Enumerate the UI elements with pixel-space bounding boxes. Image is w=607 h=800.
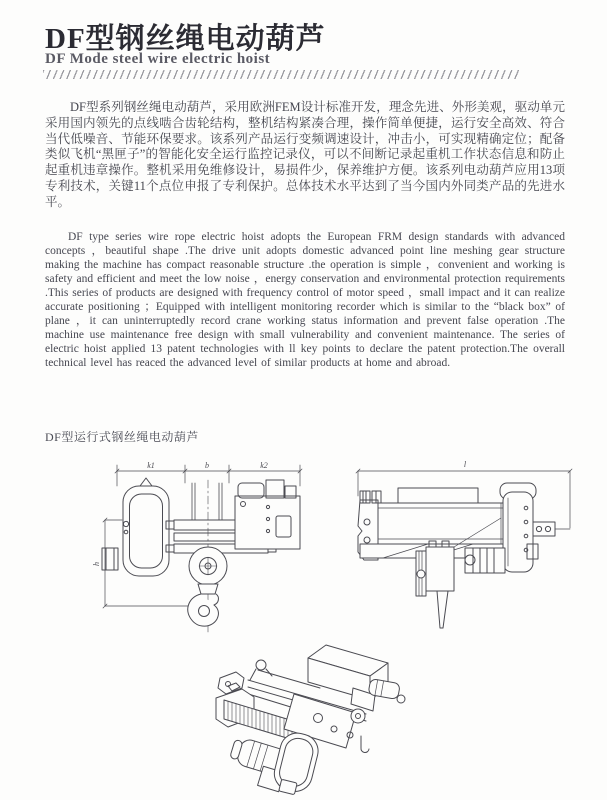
intro-paragraph-cn: DF型系列钢丝绳电动葫芦，采用欧洲FEM设计标准开发，理念先进、外形美观，驱动单元采用国内领先的点线啮合齿轮结构，整机结构紧凑合理，操作简单便捷，运行安全高效、符合当代低噪音、节能环保要求。该系列产品运行变频调速设计，冲击小，可实现精确定位；配备类似飞机“黑匣子”的智能化安全运行监控记录仪，可以不间断记录起重机工作状态信息和防止起重机违章操作。整机采用免维修设计，易损件少，保养维护方便。该系列电动葫芦应用13项专利技术，关键11个点位申报了专利保护。总体技术水平达到了当今国内外同类产品的先进水平。 — [45, 100, 565, 209]
side-view-drawing — [353, 456, 581, 638]
page-subtitle: DF Mode steel wire electric hoist — [45, 51, 271, 67]
front-view-control-box — [235, 480, 300, 549]
side-view-hook-assembly — [416, 541, 454, 628]
dim-k1-label: k1 — [147, 461, 155, 470]
intro-paragraph-en: DF type series wire rope electric hoist adopts the European FRM design standards with advanced concepts ，beautiful shape .The drive unit adopts domestic advanced point line meshing gear structure making the machine has compact reasonable structure .the operation is simple ，convenient and working is safety and efficient and meet the low noise ，energy conservation and environmental protection requirements .This series of products are designed with frequency control of motor speed ，small impact and it can realize accurate positioning ；Equipped with intelligent monitoring recorder which is similar to the “black box” of plane ，it can uninterruptedly record crane working status information and prevent false operation .The machine use maintenance free design with small vulnerability and convenient maintenance. The series of electric hoist applied 13 patent technologies with ll key points to declare the patent protection.The overall technical level has reaced the advanced level of similar products at home and abroad. — [45, 231, 565, 369]
front-view-drawing — [88, 456, 323, 641]
dim-l-label: l — [463, 460, 467, 469]
dim-h-label: h — [92, 562, 101, 566]
hatch-divider — [43, 70, 521, 79]
isometric-view-drawing — [198, 636, 446, 798]
front-view-hook-assembly — [188, 547, 227, 626]
side-view-gear-housing — [500, 483, 570, 572]
side-view-drum-housing — [378, 488, 505, 544]
front-view-guide-rods — [192, 483, 222, 522]
iso-trolley-bracket — [347, 679, 405, 753]
page-title: DF型钢丝绳电动葫芦 — [45, 23, 326, 55]
dim-b-label: b — [205, 461, 209, 470]
figure-label: DF型运行式钢丝绳电动葫芦 — [45, 430, 199, 444]
dim-k2-label: k2 — [260, 461, 268, 470]
front-view-motor-housing — [102, 478, 169, 576]
